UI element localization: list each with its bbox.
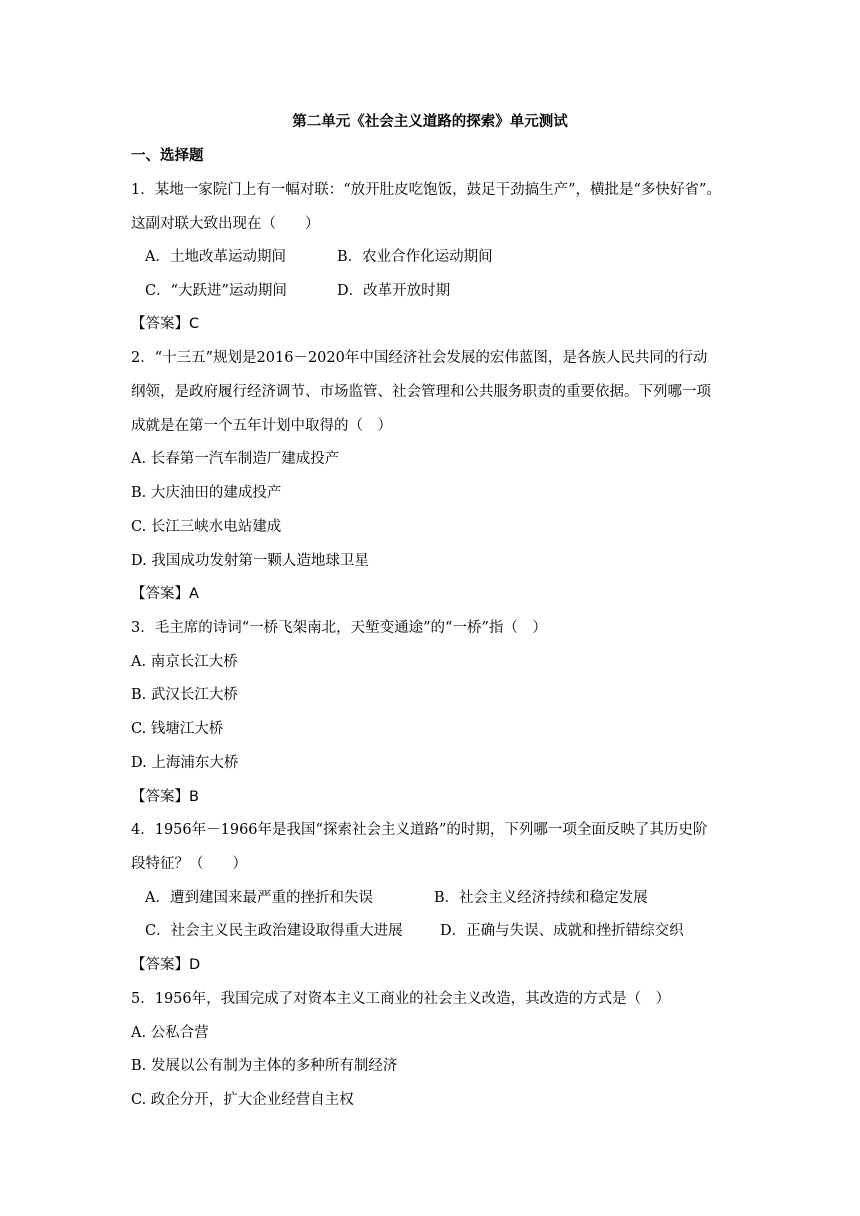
question-2-option-c: C. 长江三峡水电站建成: [131, 519, 282, 535]
question-3-stem-line-1: 3．毛主席的诗词“一桥飞架南北，天堑变通途”的“一桥”指（ ）: [131, 620, 547, 636]
question-1-option-b: B．农业合作化运动期间: [337, 249, 493, 265]
question-1-option-d: D．改革开放时期: [337, 283, 451, 299]
question-1-option-a: A．土地改革运动期间: [145, 249, 286, 265]
question-4-stem-line-1: 4．1956年－1966年是我国“探索社会主义道路”的时期，下列哪一项全面反映了其历史阶: [131, 822, 708, 838]
question-4-option-b: B．社会主义经济持续和稳定发展: [434, 890, 648, 906]
question-4-answer: 【答案】D: [131, 957, 201, 973]
question-1-answer: 【答案】C: [131, 316, 200, 332]
question-3-option-a: A. 南京长江大桥: [131, 654, 238, 670]
question-5-option-b: B. 发展以公有制为主体的多种所有制经济: [131, 1058, 398, 1074]
section-heading: 一、选择题: [131, 148, 204, 164]
question-5-stem-line-1: 5．1956年，我国完成了对资本主义工商业的社会主义改造，其改造的方式是（ ）: [131, 991, 671, 1007]
question-2-option-d: D. 我国成功发射第一颗人造地球卫星: [131, 553, 369, 569]
question-4-option-a: A．遭到建国来最严重的挫折和失误: [145, 890, 373, 906]
question-3-option-b: B. 武汉长江大桥: [131, 687, 238, 703]
question-3-answer: 【答案】B: [131, 789, 199, 805]
question-2-stem-line-1: 2．“十三五”规划是2016－2020年中国经济社会发展的宏伟蓝图，是各族人民共同的行动: [131, 350, 708, 366]
question-1-stem-line-1: 1．某地一家院门上有一幅对联：“放开肚皮吃饱饭，鼓足干劲搞生产”，横批是“多快好省”。: [131, 182, 721, 198]
question-4-option-d: D．正确与失误、成就和挫折错综交织: [440, 923, 684, 939]
question-1-option-c: C．“大跃进”运动期间: [145, 283, 287, 299]
question-5-option-c: C. 政企分开，扩大企业经营自主权: [131, 1092, 354, 1108]
question-3-option-c: C. 钱塘江大桥: [131, 721, 224, 737]
page-title: 第二单元《社会主义道路的探索》单元测试: [292, 114, 568, 130]
question-4-option-c: C．社会主义民主政治建设取得重大进展: [145, 923, 403, 939]
question-2-answer: 【答案】A: [131, 586, 199, 602]
question-1-stem-line-2: 这副对联大致出现在（ ）: [131, 216, 320, 232]
question-2-option-b: B. 大庆油田的建成投产: [131, 485, 282, 501]
question-2-stem-line-2: 纲领，是政府履行经济调节、市场监管、社会管理和公共服务职责的重要依据。下列哪一项: [131, 384, 711, 400]
question-5-option-a: A. 公私合营: [131, 1025, 209, 1041]
question-3-option-d: D. 上海浦东大桥: [131, 755, 239, 771]
question-2-stem-line-3: 成就是在第一个五年计划中取得的（ ）: [131, 418, 392, 434]
question-2-option-a: A. 长春第一汽车制造厂建成投产: [131, 451, 340, 467]
question-4-stem-line-2: 段特征？（ ）: [131, 856, 247, 872]
